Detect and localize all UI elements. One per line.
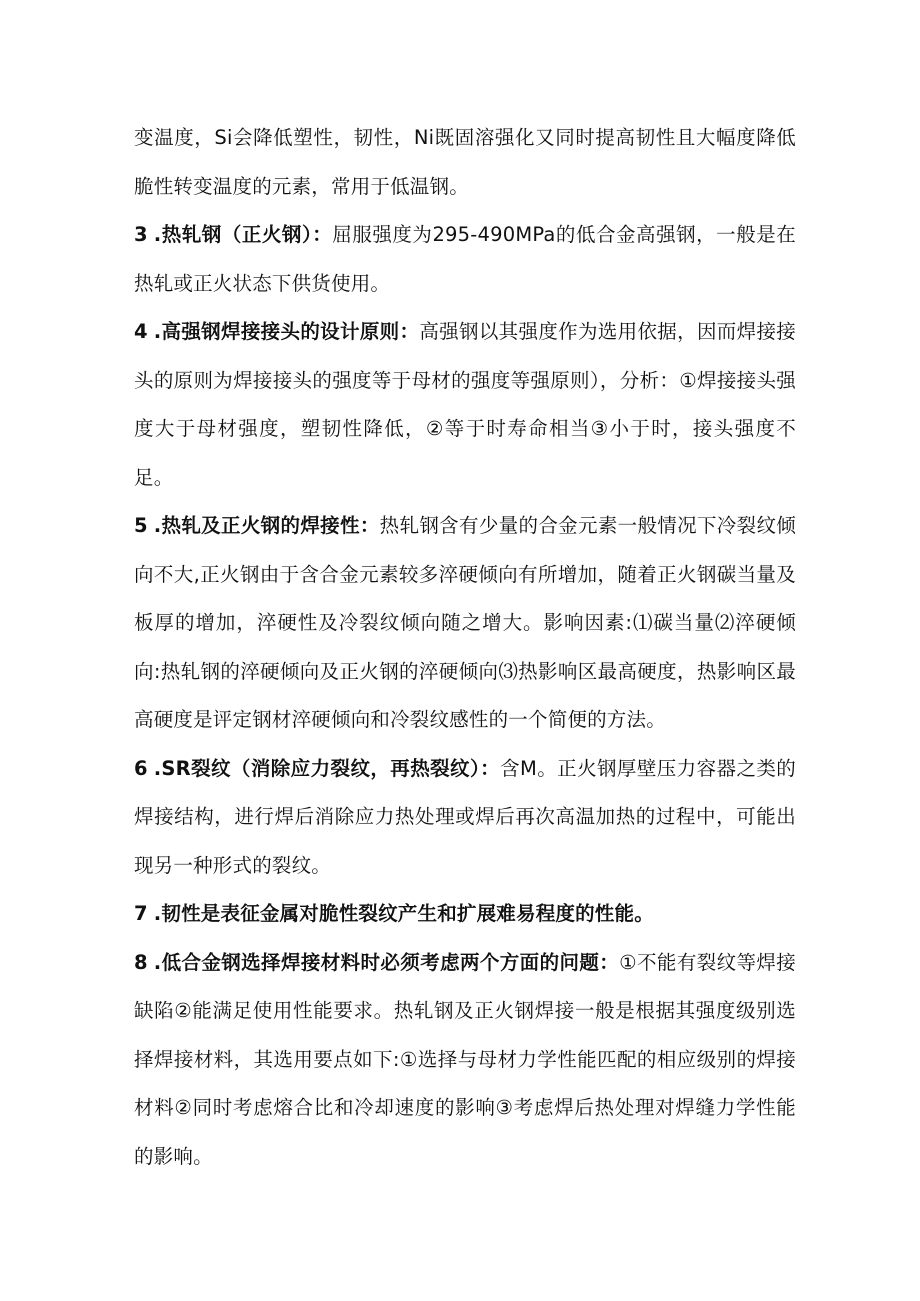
paragraph-8-text: ①不能有裂纹等焊接缺陷②能满足使用性能要求。热轧钢及正火钢焊接一般是根据其强度级别选择焊接材料，其选用要点如下:①选择与母材力学性能匹配的相应级别的焊接材料②同时考虑熔合比和冷却速度的影响③考虑焊后热处理对焊缝力学性能的影响。 [134, 950, 796, 1168]
paragraph-3-term: .热轧钢（正火钢）： [153, 223, 333, 246]
document-body [134, 114, 796, 1181]
paragraph-8-term: .低合金钢选择焊接材料时必须考虑两个方面的问题： [153, 950, 620, 974]
paragraph-4-number: 4 [134, 320, 148, 343]
paragraph-3-text: 屈服强度为295-490MPa的低合金高强钢，一般是在热轧或正火状态下供货使用。 [134, 223, 796, 295]
paragraph-4 [134, 308, 796, 502]
paragraph-5 [134, 502, 796, 745]
paragraph-8-number: 8 [134, 950, 148, 974]
paragraph-7 [134, 890, 796, 939]
paragraph-3 [134, 211, 796, 308]
paragraph-6-text: 含M。正火钢厚壁压力容器之类的焊接结构，进行焊后消除应力热处理或焊后再次高温加热的过程中，可能出现另一种形式的裂纹。 [134, 756, 796, 877]
paragraph-5-text: 热轧钢含有少量的合金元素一般情况下冷裂纹倾向不大,正火钢由于含合金元素较多淬硬倾向有所增加，随着正火钢碳当量及板厚的增加，淬硬性及冷裂纹倾向随之增大。影响因素:⑴碳当量⑵淬硬倾向:热轧钢的淬硬倾向及正火钢的淬硬倾向⑶热影响区最高硬度，热影响区最高硬度是评定钢材淬硬倾向和冷裂纹感性的一个简便的方法。 [134, 514, 796, 731]
paragraph-1 [134, 114, 796, 211]
paragraph-6 [134, 745, 796, 891]
paragraph-6-term: .SR裂纹（消除应力裂纹，再热裂纹）： [153, 756, 501, 780]
paragraph-3-number: 3 [134, 223, 148, 246]
paragraph-7-term: .韧性是表征金属对脆性裂纹产生和扩展难易程度的性能。 [153, 902, 654, 925]
paragraph-4-text: 高强钢以其强度作为选用依据，因而焊接接头的原则为焊接接头的强度等于母材的强度等强原则），分析：①焊接接头强度大于母材强度，塑韧性降低，②等于时寿命相当③小于时，接头强度不足。 [134, 320, 796, 489]
paragraph-5-number: 5 [134, 514, 148, 537]
paragraph-7-number: 7 [134, 902, 148, 925]
paragraph-4-term: .高强钢焊接接头的设计原则： [153, 320, 420, 343]
paragraph-5-term: .热轧及正火钢的焊接性： [153, 514, 380, 537]
paragraph-1-text: 变温度，Si会降低塑性，韧性，Ni既固溶强化又同时提高韧性且大幅度降低脆性转变温度的元素，常用于低温钢。 [134, 126, 796, 198]
paragraph-8 [134, 939, 796, 1182]
paragraph-6-number: 6 [134, 756, 148, 780]
